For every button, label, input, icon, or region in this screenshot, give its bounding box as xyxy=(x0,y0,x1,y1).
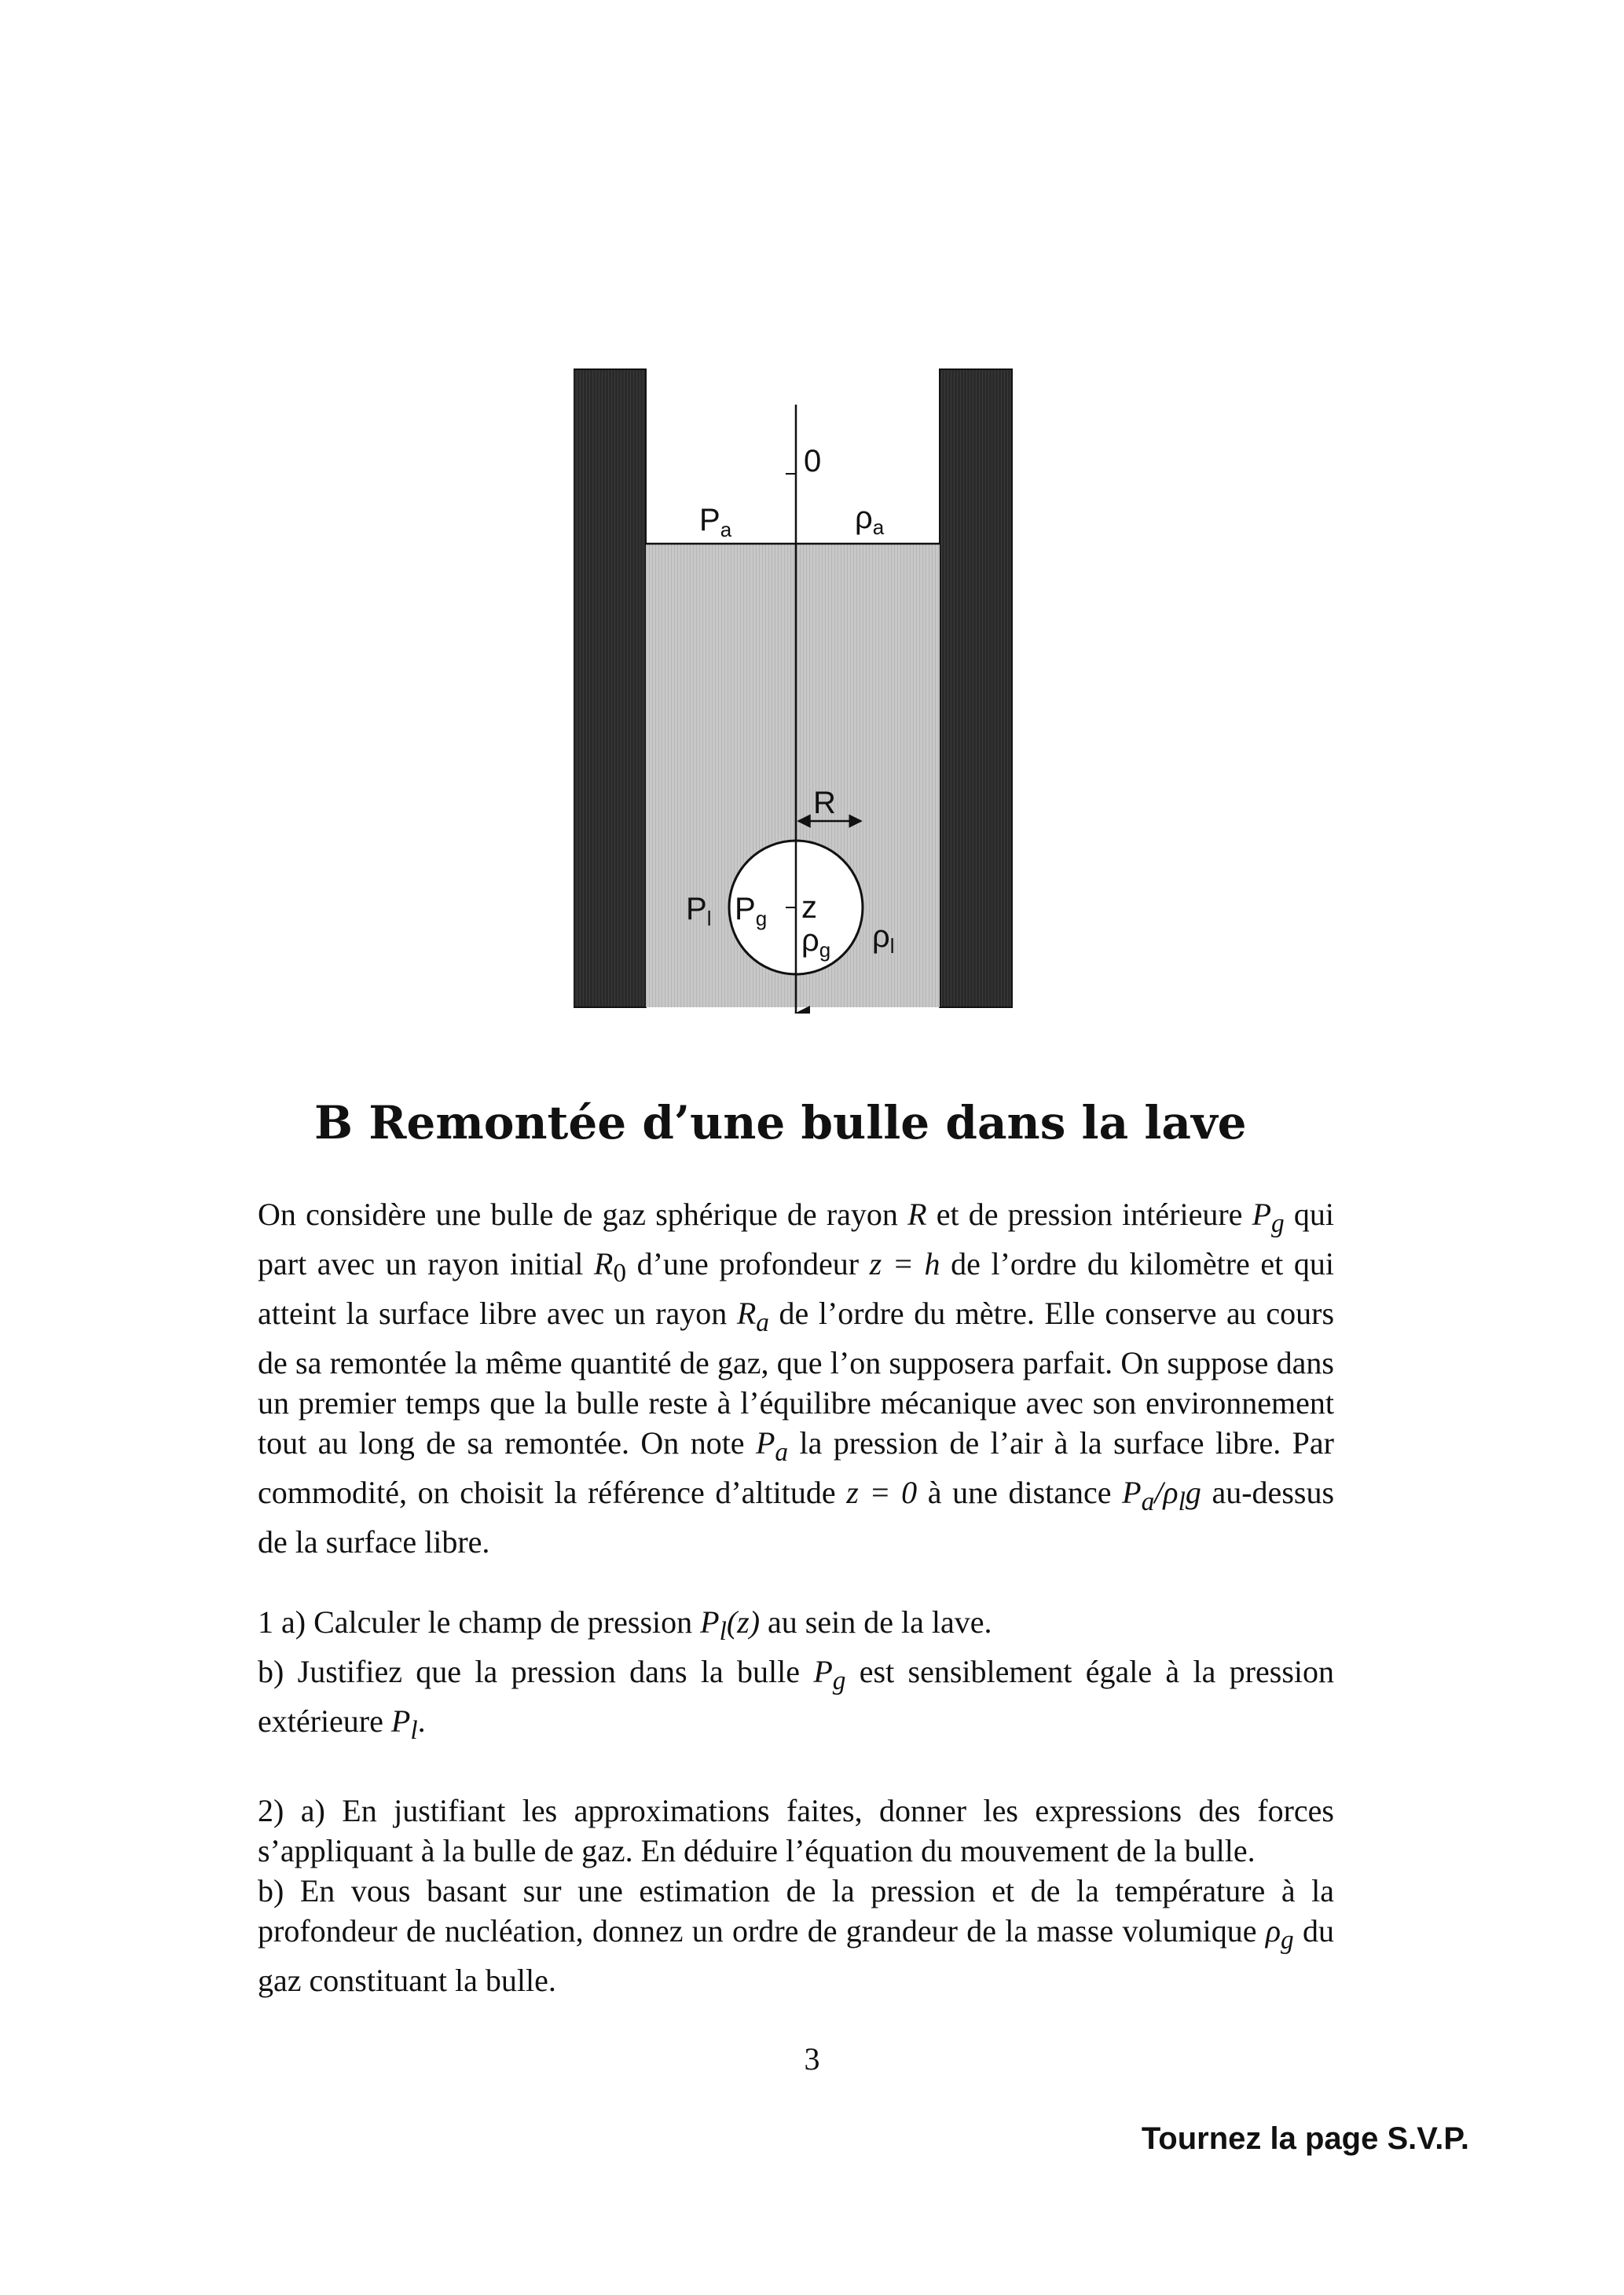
label-gas-pressure: $P_g$ xyxy=(735,892,768,930)
label-radius: R xyxy=(813,786,836,820)
question-2b: b) En vous basant sur une estimation de la pression et de la température à la profondeur de nucléation, donnez un ordre de grandeur de la masse volumique $\rho_g$ du gaz constituant la bulle. xyxy=(258,1873,1335,1998)
label-air-pressure: $P_a$ xyxy=(699,503,732,541)
question-1b: b) Justifiez que la pression dans la bulle $P_g$ est sensiblement égale à la pression extérieure $P_l$. xyxy=(258,1654,1334,1745)
label-zero: 0 xyxy=(804,444,822,478)
left-wall xyxy=(574,369,646,1007)
label-air-density: $\rho_a$ xyxy=(855,500,885,539)
page-number: 3 xyxy=(804,2041,820,2077)
right-wall xyxy=(940,369,1012,1007)
lava-column-figure xyxy=(574,361,1021,1014)
section-title: B Remontée d’une bulle dans la lave xyxy=(314,1096,1247,1149)
label-lava-density: $\rho_l$ xyxy=(872,919,895,958)
label-gas-density: $\rho_g$ xyxy=(801,923,831,962)
problem-text xyxy=(258,1194,1334,2000)
label-depth-z: z xyxy=(801,890,817,925)
intro-paragraph: On considère une bulle de gaz sphérique de rayon R et de pression intérieure $P_g$ qui part avec un rayon initial $R_0$ d’une profondeur z = h de l’ordre du kilomètre et qui atteint la surface libre avec un rayon $R_a$ de l’ordre du mètre. Elle conserve au cours de sa remontée la même quantité de gaz, que l’on supposera parfait. On suppose dans un premier temps que la bulle reste à l’équilibre mécanique avec son environnement tout au long de sa remontée. On note $P_a$ la pression de l’air à la surface libre. Par commodité, on choisit la référence d’altitude z = 0 à une distance $P_a/\rho_lg$ au-dessus de la surface libre. xyxy=(258,1197,1335,1560)
label-lava-pressure: $P_l$ xyxy=(686,892,712,930)
question-1a: 1 a) Calculer le champ de pression $P_l(z)$ au sein de la lave. xyxy=(258,1604,992,1646)
question-2a: 2) a) En justifiant les approximations faites, donner les expressions des forces s’appliquant à la bulle de gaz. En déduire l’équation du mouvement de la bulle. xyxy=(258,1793,1334,1868)
footer-note: Tournez la page S.V.P. xyxy=(1141,2121,1469,2156)
